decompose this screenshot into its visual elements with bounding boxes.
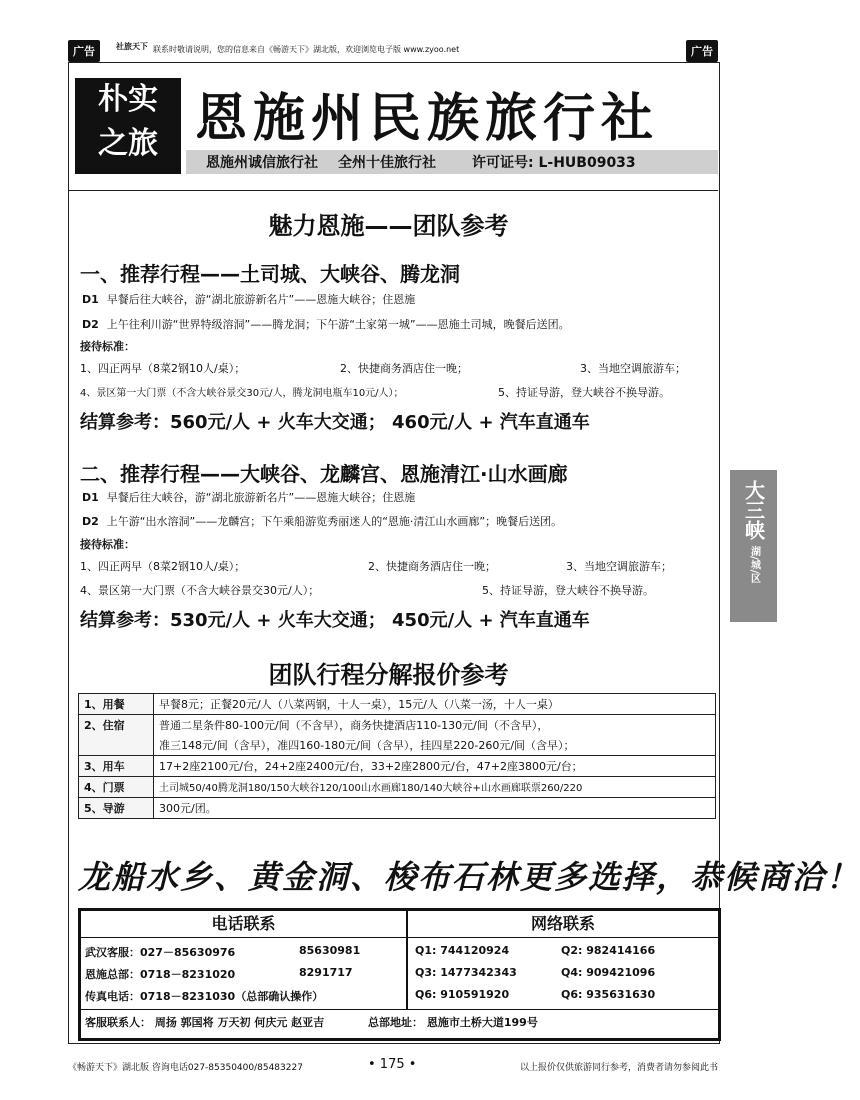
wuhan-label: 武汉客服： (85, 946, 140, 959)
fax-number: 0718－8231030（总部确认操作） (140, 990, 324, 1003)
route2-std1: 1、四正两早（8菜2钢10人/桌）； (80, 560, 246, 573)
address: 恩施市土桥大道199号 (426, 1016, 538, 1029)
enshi-phone-2: 8291717 (299, 966, 353, 979)
footer-right: 以上报价仅供旅游同行参考，消费者请勿参阅此书 (519, 1063, 718, 1073)
row-label: 4、门票 (79, 777, 154, 798)
row-label: 2、住宿 (79, 715, 154, 756)
route1-day1 (82, 291, 415, 307)
enshi-label: 恩施总部： (85, 968, 140, 981)
route2-std5: 5、持证导游，登大峡谷不换导游。 (482, 584, 654, 597)
contact-footer (81, 1009, 718, 1036)
route2-d1-text: 早餐后往大峡谷，游“湖北旅游新名片”——恩施大峡谷；住恩施 (106, 491, 416, 504)
magazine-logo: 社旅天下 (116, 42, 148, 51)
route1-d2-label: D2 (82, 318, 99, 331)
header-divider (68, 190, 718, 191)
row-text: 土司城50/40腾龙洞180/150大峡谷120/100山水画廊180/140大峡谷+山水画廊联票260/220 (154, 777, 716, 798)
qq-1: Q1: 744120924 (415, 944, 510, 957)
route2-std2: 2、快捷商务酒店住一晚； (368, 560, 496, 573)
breakdown-title: 团队行程分解报价参考 (268, 661, 509, 689)
price-table (78, 693, 716, 819)
ad-tag-right: 广告 (686, 40, 718, 62)
page-number: • 175 • (368, 1057, 417, 1072)
top-ad-bar (68, 40, 718, 60)
wuhan-phone-1: 027－85630976 (140, 946, 236, 959)
route2-std-label: 接待标准： (80, 538, 135, 551)
route2-settle: 结算参考：530元/人 + 火车大交通； 450元/人 + 汽车直通车 (80, 610, 590, 631)
agency-name: 恩施州民族旅行社 (195, 88, 660, 149)
row-text: 17+2座2100元/台，24+2座2400元/台，33+2座2800元/台，47+2座3800元/台； (154, 756, 716, 777)
row-label: 1、用餐 (79, 694, 154, 715)
page-footer (68, 1057, 718, 1073)
side-tab-sub: 湖/城/区 (748, 546, 760, 584)
contact-box (78, 908, 721, 1041)
agency-slogan-2: 全州十佳旅行社 (338, 155, 436, 171)
row-text-line-2: 准三148元/间（含早），准四160-180元/间（含早），挂四星220-260元/间（含早）； (159, 739, 575, 752)
route2-d2-label: D2 (82, 515, 99, 528)
table-row (79, 715, 716, 756)
table-row (79, 694, 716, 715)
route1-d1-text: 早餐后往大峡谷，游“湖北旅游新名片”——恩施大峡谷；住恩施 (106, 293, 416, 306)
footer-left: 《畅游天下》湖北版 咨询电话027-85350400/85483227 (68, 1063, 303, 1073)
route1-day2 (82, 316, 570, 332)
route1-std1: 1、四正两早（8菜2钢10人/桌）； (80, 362, 246, 375)
route1-std3: 3、当地空调旅游车； (580, 362, 686, 375)
ad-tag-left: 广告 (68, 40, 100, 62)
route2-d1-label: D1 (82, 491, 99, 504)
route2-d2-text: 上午游“出水溶洞”——龙麟宫；下午乘船游览秀丽迷人的“恩施·清江山水画廊”；晚餐后送团。 (106, 515, 563, 528)
route2-std4: 4、景区第一大门票（不含大峡谷景交30元/人）； (80, 584, 320, 597)
enshi-phone-row (85, 966, 235, 982)
qq-3: Q3: 1477342343 (415, 966, 517, 979)
row-text-line-1: 普通二星条件80-100元/间（不含早），商务快捷酒店110-130元/间（不含早）， (159, 719, 549, 732)
qq-6: Q6: 935631630 (561, 988, 656, 1001)
fax-label: 传真电话： (85, 990, 140, 1003)
side-tab-title: 大三峡 (741, 480, 766, 540)
route1-d2-text: 上午往利川游“世界特级溶洞”——腾龙洞；下午游“土家第一城”——恩施土司城，晚餐后送团。 (106, 318, 570, 331)
top-notice: 联系时敬请说明，您的信息来自《畅游天下》湖北版，欢迎浏览电子版 www.zyoo.net (153, 45, 460, 54)
main-title: 魅力恩施——团队参考 (268, 212, 509, 240)
route1-std2: 2、快捷商务酒店住一晚； (340, 362, 468, 375)
contact-divider (406, 911, 408, 1009)
staff-label: 客服联系人： (85, 1016, 151, 1029)
qq-2: Q2: 982414166 (561, 944, 656, 957)
route1-title: 一、推荐行程——土司城、大峡谷、腾龙洞 (80, 262, 460, 286)
route1-std5: 5、持证导游，登大峡谷不换导游。 (498, 386, 670, 399)
agency-license: 许可证号: L-HUB09033 (472, 155, 636, 171)
side-section-tab (730, 470, 777, 622)
agency-logo-box (75, 78, 181, 174)
logo-line-1: 朴实 (98, 82, 158, 117)
net-contact-title: 网络联系 (408, 911, 718, 938)
row-label: 5、导游 (79, 798, 154, 819)
route2-std3: 3、当地空调旅游车； (566, 560, 672, 573)
row-text: 300元/团。 (154, 798, 716, 819)
route1-settle: 结算参考：560元/人 + 火车大交通； 460元/人 + 汽车直通车 (80, 412, 590, 433)
qq-5: Q6: 910591920 (415, 988, 510, 1001)
route2-title: 二、推荐行程——大峡谷、龙麟宫、恩施清江·山水画廊 (80, 462, 568, 486)
enshi-phone-1: 0718－8231020 (140, 968, 236, 981)
staff-names: 周扬 郭国将 万天初 何庆元 赵亚吉 (154, 1016, 325, 1029)
address-label: 总部地址： (368, 1016, 424, 1029)
route1-d1-label: D1 (82, 293, 99, 306)
table-row (79, 777, 716, 798)
row-text: 早餐8元；正餐20元/人（八菜两钢，十人一桌），15元/人（八菜一汤，十人一桌） (154, 694, 716, 715)
logo-line-2: 之旅 (98, 126, 158, 161)
route1-std4: 4、景区第一大门票（不含大峡谷景交30元/人，腾龙洞电瓶车10元/人）； (80, 388, 404, 399)
table-row (79, 756, 716, 777)
fax-row (85, 988, 323, 1004)
wuhan-phone-row (85, 944, 235, 960)
row-label: 3、用车 (79, 756, 154, 777)
table-row (79, 798, 716, 819)
promo-slogan: 龙船水乡、黄金洞、梭布石林更多选择，恭候商洽！ (78, 858, 860, 896)
qq-4: Q4: 909421096 (561, 966, 656, 979)
route2-day1 (82, 489, 415, 505)
phone-contact-title: 电话联系 (81, 911, 408, 938)
row-text (154, 715, 716, 756)
agency-subbar (186, 150, 718, 174)
agency-slogan-1: 恩施州诚信旅行社 (206, 155, 318, 171)
wuhan-phone-2: 85630981 (299, 944, 361, 957)
route2-day2 (82, 513, 562, 529)
route1-std-label: 接待标准： (80, 340, 135, 353)
